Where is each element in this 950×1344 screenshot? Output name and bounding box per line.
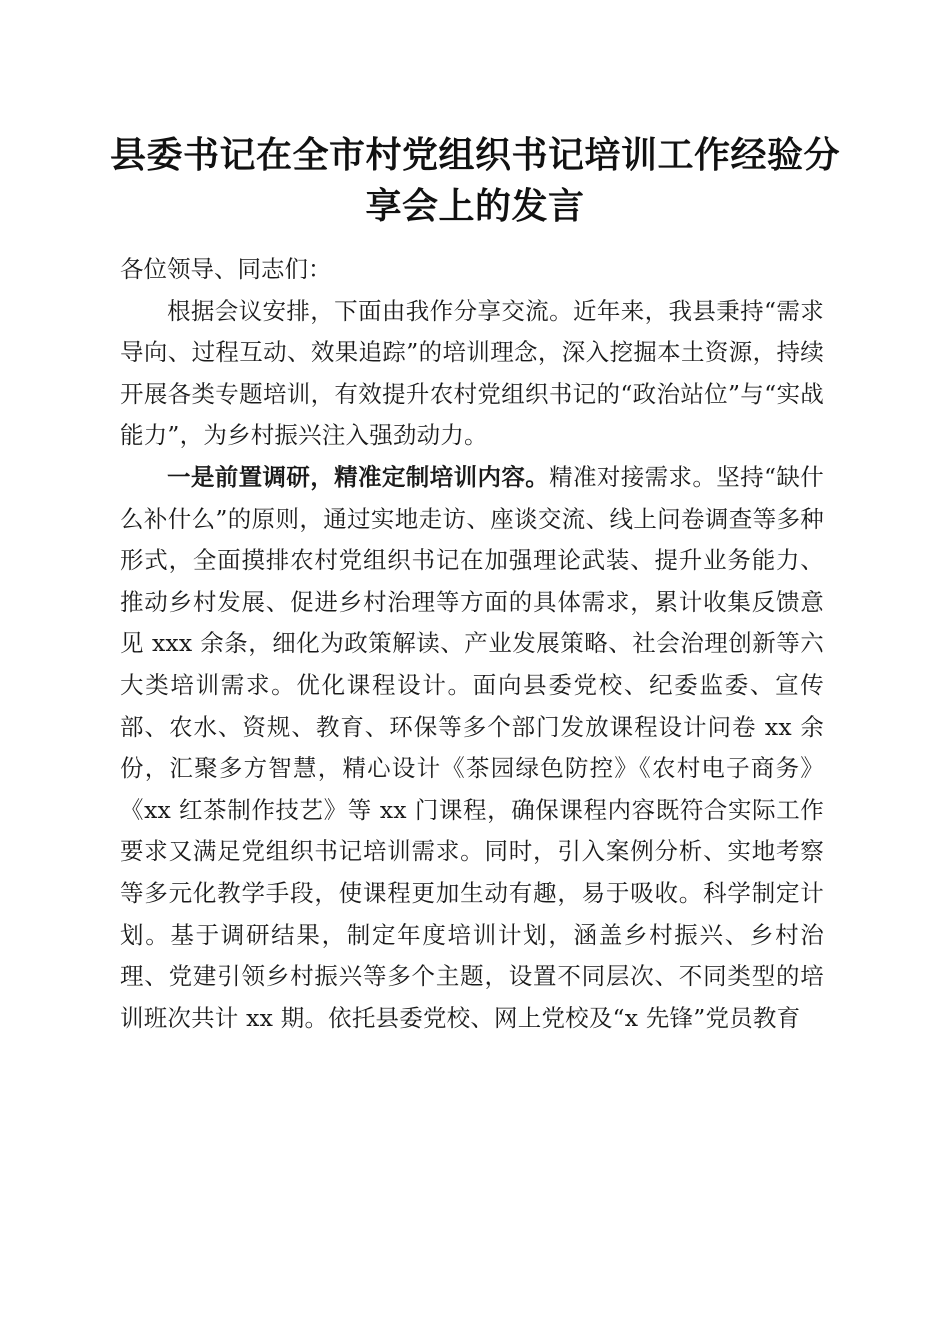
document-title: 县委书记在全市村党组织书记培训工作经验分享会上的发言 [110, 134, 841, 227]
section-1-lead: 一是前置调研，精准定制培训内容。 [167, 462, 550, 491]
section-1-paragraph [120, 457, 824, 1039]
document-body [120, 249, 824, 1039]
section-1-text: 精准对接需求。坚持“缺什么补什么”的原则，通过实地走访、座谈交流、线上问卷调查等多种形式，全面摸排农村党组织书记在加强理论武装、提升业务能力、推动乡村发展、促进乡村治理等方面的具体需求，累计收集反馈意见 xxx 余条，细化为政策解读、产业发展策略、社会治理创新等六大类培训需求。优化课程设计。面向县委党校、纪委监委、宣传部、农水、资规、教育、环保等多个部门发放课程设计问卷 xx 余份，汇聚多方智慧，精心设计《茶园绿色防控》《农村电子商务》《xx 红茶制作技艺》等 xx 门课程，确保课程内容既符合实际工作要求又满足党组织书记培训需求。同时，引入案例分析、实地考察等多元化教学手段，使课程更加生动有趣，易于吸收。科学制定计划。基于调研结果，制定年度培训计划，涵盖乡村振兴、乡村治理、党建引领乡村振兴等多个主题，设置不同层次、不同类型的培训班次共计 xx 期。依托县委党校、网上党校及“x 先锋”党员教育 [120, 462, 824, 1032]
salutation: 各位领导、同志们： [120, 255, 332, 283]
intro-paragraph: 根据会议安排，下面由我作分享交流。近年来，我县秉持“需求导向、过程互动、效果追踪”的培训理念，深入挖掘本土资源，持续开展各类专题培训，有效提升农村党组织书记的“政治站位”与“实战能力”，为乡村振兴注入强劲动力。 [120, 296, 824, 450]
